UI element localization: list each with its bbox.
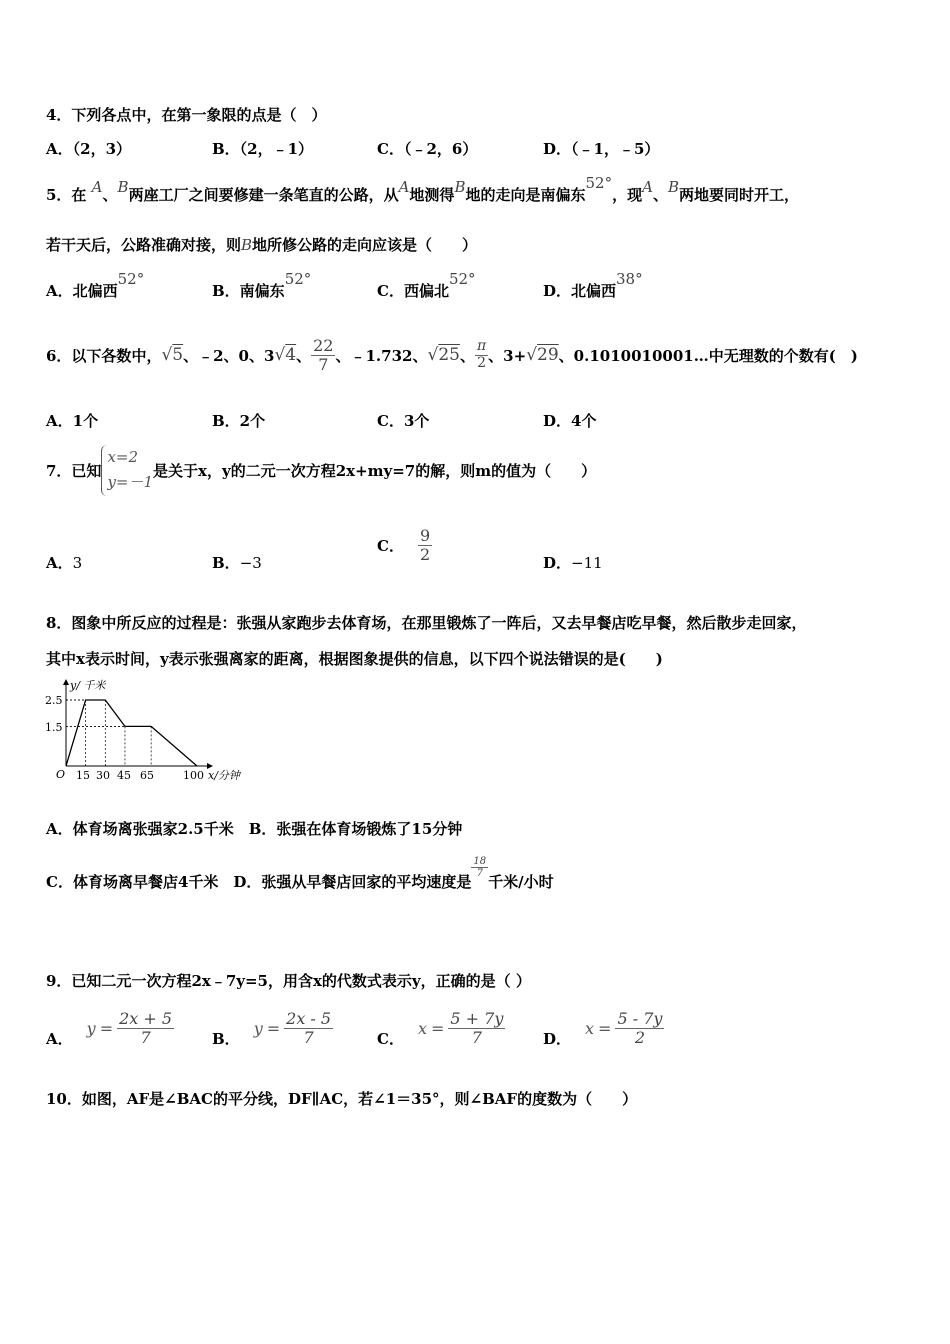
q9-option-b[interactable]: B． y = $\frac{2x - 5}{7}$ — [212, 1008, 332, 1048]
q9-option-a[interactable]: A． y = $\frac{2x + 5}{7}$ — [46, 1008, 173, 1048]
origin-label: O — [56, 768, 66, 781]
x-tick-15: 15 — [76, 769, 90, 782]
q4-option-c[interactable]: C．（﹣2，6） — [377, 140, 478, 158]
q4-stem — [46, 104, 326, 125]
q10-stem: 10．如图，AF是∠BAC的平分线，DF∥AC，若∠1＝35°，则∠BAF的度数为（ ） — [46, 1090, 638, 1108]
y-tick-1.5: 1.5 — [45, 721, 63, 734]
q7-option-c[interactable]: C． $\frac{9}{2}$ — [377, 526, 431, 564]
speed-fraction: $\frac{18}{7}$ — [473, 855, 487, 879]
x-tick-65: 65 — [140, 769, 154, 782]
x-tick-100: 100 — [183, 769, 204, 782]
q5-option-b[interactable]: B．南偏东52° — [212, 270, 312, 300]
x-axis-label: x/分钟 — [208, 769, 240, 782]
sqrt-5: √5 — [161, 345, 184, 365]
q5-option-d[interactable]: D．北偏西38° — [543, 270, 643, 300]
fraction-22-7: $\frac{22}{7}$ — [313, 335, 334, 374]
q4-option-a[interactable]: A．（2，3） — [46, 140, 132, 158]
q9-option-c[interactable]: C． x = $\frac{5 + 7y}{7}$ — [377, 1008, 504, 1048]
q5-option-c[interactable]: C．西偏北52° — [377, 270, 476, 300]
q8-options-ab[interactable]: A．体育场离张强家2.5千米 B．张强在体育场锻炼了15分钟 — [46, 820, 463, 838]
y-tick-2.5: 2.5 — [45, 694, 63, 707]
q6-stem: 6．以下各数中， √5 、﹣2、0、3 √4 、 $\frac{22}{7}$ 、﹣1.732、 √25 、 $\frac{\pi}{2}$ 、3+ √29 、0.1010010001…中无理数的个数有( ) — [46, 335, 858, 374]
sqrt-29: √29 — [526, 345, 559, 365]
q7-option-a[interactable]: A．3 — [46, 554, 83, 572]
x-tick-30: 30 — [96, 769, 110, 782]
q9-option-d[interactable]: D． x = $\frac{5 - 7y}{2}$ — [543, 1008, 663, 1048]
q7-stem: 7．已知 x=2 y=－1 是关于x，y的二元一次方程2x+my=7的解，则m的值为（ ） — [46, 444, 596, 496]
q6-option-c[interactable]: C．3个 — [377, 412, 430, 430]
x-tick-45: 45 — [117, 769, 131, 782]
fraction-pi-2: $\frac{\pi}{2}$ — [476, 338, 487, 371]
sqrt-4: √4 — [274, 345, 297, 365]
equation-system: x=2 y=－1 — [101, 445, 153, 496]
q9-stem: 9．已知二元一次方程2x﹣7y=5，用含x的代数式表示y，正确的是（ ） — [46, 972, 531, 990]
q7-option-d[interactable]: D．−11 — [543, 554, 603, 572]
sqrt-25: √25 — [427, 345, 460, 365]
q6-option-a[interactable]: A．1个 — [46, 412, 99, 430]
q8-options-cd[interactable]: C．体育场离早餐店4千米 D．张强从早餐店回家的平均速度是 $\frac{18}{7}$ 千米/小时 — [46, 855, 554, 891]
q4-option-d[interactable]: D．（﹣1，﹣5） — [543, 140, 660, 158]
q8-stem-line1: 8．图象中所反应的过程是：张强从家跑步去体育场，在那里锻炼了一阵后，又去早餐店吃早餐，然后散步走回家， — [46, 614, 807, 632]
q6-option-b[interactable]: B．2个 — [212, 412, 266, 430]
y-axis-label: y/ 千米 — [70, 679, 106, 692]
q4-stem-text: 4．下列各点中，在第一象限的点是（ ） — [46, 106, 327, 124]
q5-option-a[interactable]: A．北偏西52° — [46, 270, 145, 300]
q5-stem-line2: 若干天后，公路准确对接，则B地所修公路的走向应该是（ ） — [46, 236, 478, 254]
q4-option-b[interactable]: B．（2，﹣1） — [212, 140, 314, 158]
q8-stem-line2: 其中x表示时间，y表示张强离家的距离，根据图象提供的信息，以下四个说法错误的是( ) — [46, 650, 663, 668]
q5-stem-line1: 5．在 A、B两座工厂之间要修建一条笔直的公路，从A地测得B地的走向是南偏东52°，现A、B两地要同时开工， — [46, 174, 799, 204]
q7-option-b[interactable]: B．−3 — [212, 554, 262, 572]
q6-option-d[interactable]: D．4个 — [543, 412, 597, 430]
distance-time-graph — [44, 676, 264, 786]
